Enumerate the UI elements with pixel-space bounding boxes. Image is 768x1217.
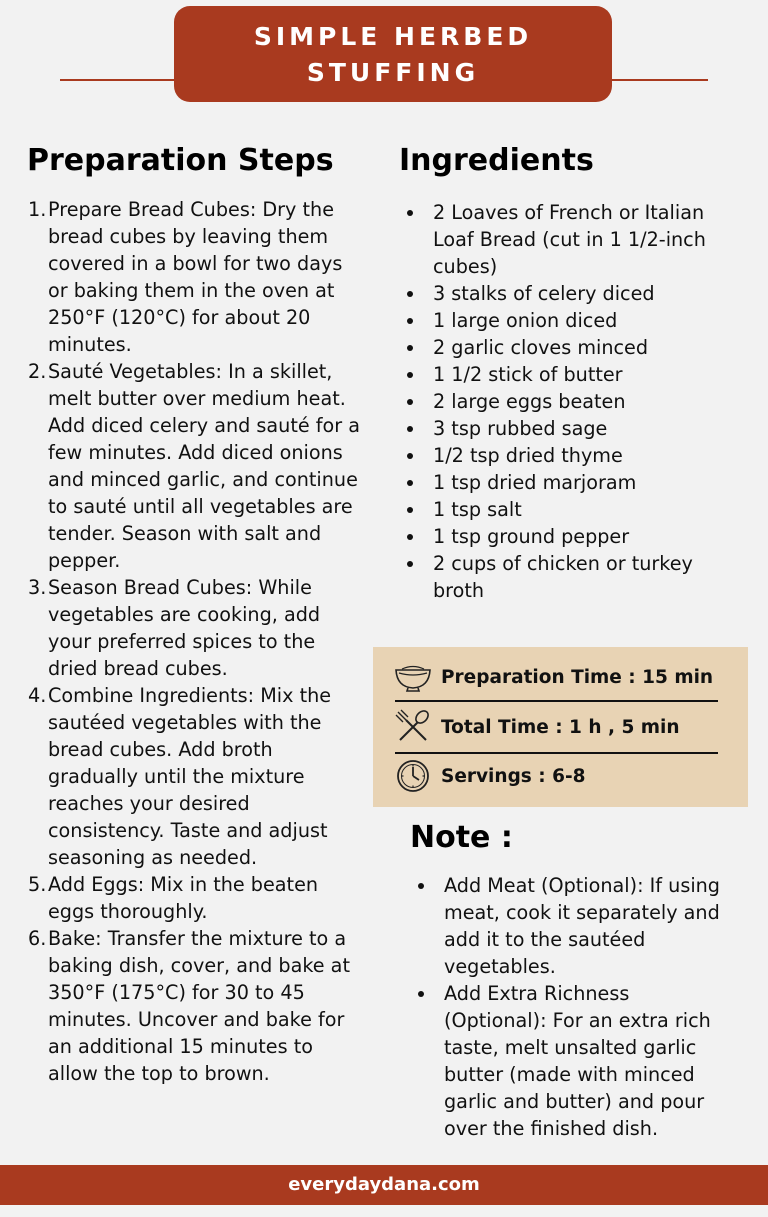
bullet-icon	[407, 291, 413, 297]
total-time-row	[393, 703, 718, 751]
note-text: Add Meat (Optional): If using meat, cook it separately and add it to the sautéed vegetables.	[444, 874, 720, 978]
note-item	[416, 980, 736, 1142]
bowl-icon	[393, 657, 433, 697]
ingredients-list	[405, 199, 725, 604]
recipe-info-box	[373, 647, 748, 807]
notes-list	[416, 872, 736, 1142]
ingredient-text: 1/2 tsp dried thyme	[433, 444, 623, 467]
bullet-icon	[407, 372, 413, 378]
utensils-icon	[393, 707, 433, 747]
ingredient-text: 1 1/2 stick of butter	[433, 363, 623, 386]
step-number: 1.	[28, 198, 47, 221]
bullet-icon	[407, 561, 413, 567]
step-number: 4.	[28, 684, 47, 707]
step-item	[28, 682, 363, 871]
step-number: 2.	[28, 360, 47, 383]
ingredient-item	[405, 442, 725, 469]
bullet-icon	[407, 534, 413, 540]
step-item	[28, 196, 363, 358]
bullet-icon	[407, 399, 413, 405]
ingredient-text: 2 cups of chicken or turkey broth	[433, 552, 693, 602]
ingredient-text: 2 large eggs beaten	[433, 390, 626, 413]
ingredient-item	[405, 361, 725, 388]
ingredient-item	[405, 496, 725, 523]
ingredient-item	[405, 550, 725, 604]
step-number: 6.	[28, 927, 47, 950]
prep-time-text: Preparation Time : 15 min	[441, 666, 714, 688]
step-item	[28, 871, 363, 925]
ingredient-item	[405, 523, 725, 550]
step-number: 3.	[28, 576, 47, 599]
note-heading: Note :	[410, 820, 513, 855]
ingredient-item	[405, 415, 725, 442]
ingredient-item	[405, 199, 725, 280]
step-item	[28, 925, 363, 1087]
ingredients-heading: Ingredients	[399, 143, 594, 178]
ingredient-text: 1 large onion diced	[433, 309, 618, 332]
ingredient-text: 1 tsp dried marjoram	[433, 471, 637, 494]
note-item	[416, 872, 736, 980]
ingredient-item	[405, 469, 725, 496]
bullet-icon	[407, 345, 413, 351]
bullet-icon	[407, 480, 413, 486]
preparation-steps-list	[28, 196, 363, 1087]
ingredient-text: 3 stalks of celery diced	[433, 282, 655, 305]
ingredient-text: 1 tsp salt	[433, 498, 522, 521]
title-line-2: STUFFING	[306, 58, 480, 87]
bullet-icon	[407, 210, 413, 216]
step-text: Prepare Bread Cubes: Dry the bread cubes by leaving them covered in a bowl for two days or baking them in the oven at 250°F (120°C) for about 20 minutes.	[48, 198, 343, 356]
step-item	[28, 574, 363, 682]
step-text: Season Bread Cubes: While vegetables are cooking, add your preferred spices to the dried bread cubes.	[48, 576, 321, 680]
step-text: Add Eggs: Mix in the beaten eggs thoroughly.	[48, 873, 319, 923]
footer-site-link[interactable]: everydaydana.com	[288, 1174, 480, 1195]
title-divider-right	[608, 79, 708, 81]
bullet-icon	[407, 318, 413, 324]
title-banner	[174, 6, 612, 102]
step-text: Bake: Transfer the mixture to a baking dish, cover, and bake at 350°F (175°C) for 30 to 45 minutes. Uncover and bake for an additional 15 minutes to allow the top to brown.	[48, 927, 350, 1085]
total-time-text: Total Time : 1 h , 5 min	[441, 716, 680, 738]
footer-bar	[0, 1165, 768, 1205]
title-divider-left	[60, 79, 178, 81]
prep-time-row	[393, 653, 718, 701]
ingredient-text: 3 tsp rubbed sage	[433, 417, 608, 440]
servings-text: Servings : 6-8	[441, 765, 586, 787]
ingredient-text: 2 garlic cloves minced	[433, 336, 649, 359]
bullet-icon	[407, 507, 413, 513]
servings-row	[393, 752, 718, 800]
bullet-icon	[418, 991, 424, 997]
ingredient-item	[405, 334, 725, 361]
ingredient-text: 2 Loaves of French or Italian Loaf Bread (cut in 1 1/2-inch cubes)	[433, 201, 706, 278]
bullet-icon	[418, 883, 424, 889]
title-line-1: SIMPLE HERBED	[253, 22, 533, 51]
step-item	[28, 358, 363, 574]
ingredient-item	[405, 307, 725, 334]
step-text: Combine Ingredients: Mix the sautéed vegetables with the bread cubes. Add broth gradually until the mixture reaches your desired consistency. Taste and adjust seasoning as needed.	[48, 684, 332, 869]
clock-icon	[393, 756, 433, 796]
note-text: Add Extra Richness (Optional): For an extra rich taste, melt unsalted garlic butter (made with minced garlic and butter) and pour over the finished dish.	[444, 982, 711, 1140]
ingredient-text: 1 tsp ground pepper	[433, 525, 630, 548]
preparation-heading: Preparation Steps	[27, 143, 334, 178]
bullet-icon	[407, 426, 413, 432]
ingredient-item	[405, 280, 725, 307]
ingredient-item	[405, 388, 725, 415]
info-divider	[395, 700, 718, 702]
step-text: Sauté Vegetables: In a skillet, melt butter over medium heat. Add diced celery and sauté for a few minutes. Add diced onions and minced garlic, and continue to sauté until all vegetables are tender. Season with salt and pepper.	[48, 360, 361, 572]
bullet-icon	[407, 453, 413, 459]
step-number: 5.	[28, 873, 47, 896]
